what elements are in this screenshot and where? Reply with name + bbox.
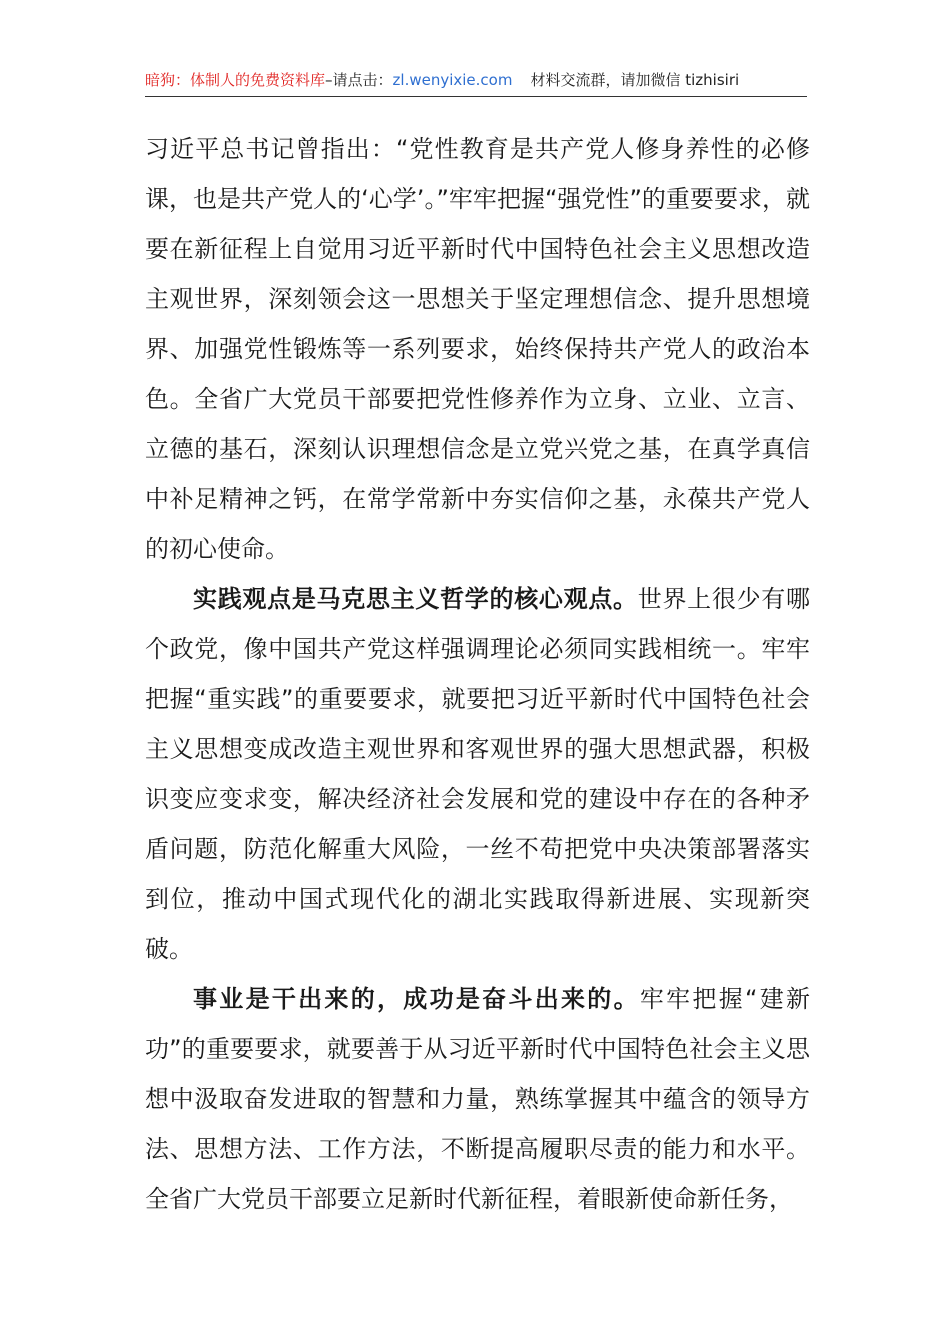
paragraph-1 xyxy=(145,124,810,574)
document-body xyxy=(145,124,810,1224)
header-group-info: 材料交流群，请加微信 tizhisiri xyxy=(530,71,740,89)
paragraph-2-text: 世界上很少有哪个政党，像中国共产党这样强调理论必须同实践相统一。牢牢把握“重实践”的重要要求，就要把习近平新时代中国特色社会主义思想变成改造主观世界和客观世界的强大思想武器，积极识变应变求变，解决经济社会发展和党的建设中存在的各种矛盾问题，防范化解重大风险，一丝不苟把党中央决策部署落实到位，推动中国式现代化的湖北实践取得新进展、实现新突破。 xyxy=(145,585,810,963)
header-prompt: –请点击： xyxy=(325,71,393,89)
paragraph-3-lead: 事业是干出来的，成功是奋斗出来的。 xyxy=(193,985,640,1013)
paragraph-3-text: 牢牢把握“建新功”的重要要求，就要善于从习近平新时代中国特色社会主义思想中汲取奋发进取的智慧和力量，熟练掌握其中蕴含的领导方法、思想方法、工作方法，不断提高履职尽责的能力和水平。全省广大党员干部要立足新时代新征程，着眼新使命新任务， xyxy=(145,985,811,1213)
paragraph-2-lead: 实践观点是马克思主义哲学的核心观点。 xyxy=(193,585,638,613)
page-header xyxy=(145,66,807,97)
paragraph-3 xyxy=(145,974,810,1224)
paragraph-1-text: 习近平总书记曾指出：“党性教育是共产党人修身养性的必修课，也是共产党人的‘心学’。”牢牢把握“强党性”的重要要求，就要在新征程上自觉用习近平新时代中国特色社会主义思想改造主观世界，深刻领会这一思想关于坚定理想信念、提升思想境界、加强党性锻炼等一系列要求，始终保持共产党人的政治本色。全省广大党员干部要把党性修养作为立身、立业、立言、立德的基石，深刻认识理想信念是立党兴党之基，在真学真信中补足精神之钙，在常学常新中夯实信仰之基，永葆共产党人的初心使命。 xyxy=(145,135,810,563)
paragraph-2 xyxy=(145,574,810,974)
header-brand: 暗狗：体制人的免费资料库 xyxy=(145,71,326,89)
header-url-link[interactable]: zl.wenyixie.com xyxy=(392,71,513,89)
